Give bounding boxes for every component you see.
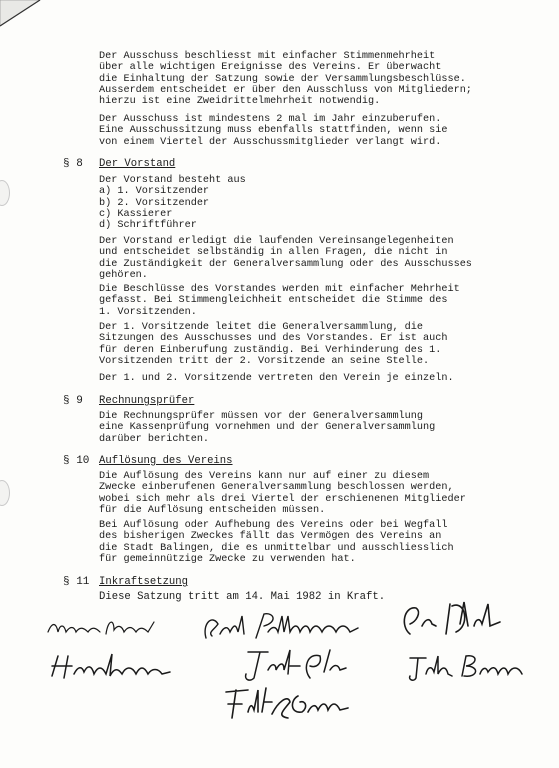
ausschuss-paragraph-1 xyxy=(99,51,539,107)
text-line: gehören. xyxy=(99,269,148,281)
aufloesung-paragraph-1 xyxy=(99,471,539,516)
ausschuss-paragraph-2 xyxy=(99,114,539,148)
corner-fold-mark xyxy=(0,0,42,28)
list-item: a) 1. Vorsitzender xyxy=(99,186,210,198)
text-line: wobei sich mehr als drei Viertel der erschienenen Mitglieder xyxy=(99,493,466,505)
section-title: Rechnungsprüfer xyxy=(99,395,195,407)
vorstand-paragraph-2 xyxy=(99,284,539,318)
text-line: über alle wichtigen Ereignisse des Vereins. Er überwacht xyxy=(99,62,442,74)
text-line: hierzu ist eine Zweidrittelmehrheit notwendig. xyxy=(99,96,381,108)
text-line: und entscheidet selbständig in allen Fragen, die nicht in xyxy=(99,247,448,259)
section-number: § 8 xyxy=(63,158,83,170)
section-number: § 11 xyxy=(63,576,90,588)
text-line: Der Vorstand besteht aus xyxy=(99,175,246,186)
punch-hole-top xyxy=(0,180,10,206)
vorstand-paragraph-4 xyxy=(99,373,539,384)
text-line: darüber berichten. xyxy=(99,433,210,445)
section-title: Auflösung des Vereins xyxy=(99,455,233,467)
text-line: gefasst. Bei Stimmengleichheit entscheidet die Stimme des xyxy=(99,295,448,307)
signature-6 xyxy=(404,648,534,684)
signature-5 xyxy=(238,644,358,684)
section-title: Der Vorstand xyxy=(99,158,176,170)
text-line: Die Beschlüsse des Vorstandes werden mit einfacher Mehrheit xyxy=(99,284,460,295)
text-line: Bei Auflösung oder Aufhebung des Vereins oder bei Wegfall xyxy=(99,520,448,531)
text-line: für die Auflösung entscheiden müssen. xyxy=(99,504,326,516)
text-line: Diese Satzung tritt am 14. Mai 1982 in Kraft. xyxy=(99,591,386,603)
text-line: des bisherigen Zweckes fällt das Vermögen des Vereins an xyxy=(99,531,442,543)
text-line: Zwecke einberufenen Generalversammlung beschlossen werden, xyxy=(99,482,454,494)
rechnungspruefer-paragraph xyxy=(99,411,539,445)
vorstand-members xyxy=(99,175,539,231)
text-line: von einem Viertel der Ausschussmitglieder verlangt wird. xyxy=(99,136,442,148)
text-line: Der Ausschuss beschliesst mit einfacher Stimmenmehrheit xyxy=(99,51,436,62)
signature-7 xyxy=(218,682,358,728)
text-line: für gemeinnützige Zwecke zu verwenden hat. xyxy=(99,553,356,565)
text-line: Die Auflösung des Vereins kann nur auf einer zu diesem xyxy=(99,471,430,482)
text-line: für deren Einberufung zuständig. Bei Verhinderung des 1. xyxy=(99,344,442,356)
text-line: die Zuständigkeit der Generalversammlung oder des Ausschusses xyxy=(99,258,472,270)
text-line: die Einhaltung der Satzung sowie der Versammlungsbeschlüsse. xyxy=(99,73,466,85)
signature-4 xyxy=(46,648,186,684)
signature-2 xyxy=(198,610,368,646)
text-line: Der Ausschuss ist mindestens 2 mal im Jahr einzuberufen. xyxy=(99,114,442,125)
list-item: d) Schriftführer xyxy=(99,220,197,232)
text-line: die Stadt Balingen, die es unmittelbar und ausschliesslich xyxy=(99,542,454,554)
text-line: Vorsitzenden tritt der 2. Vorsitzende an seine Stelle. xyxy=(99,355,430,367)
text-line: Die Rechnungsprüfer müssen vor der Generalversammlung xyxy=(99,411,424,422)
signature-3 xyxy=(396,596,516,642)
text-line: Der 1. Vorsitzende leitet die Generalversammlung, die xyxy=(99,322,424,333)
text-line: Sitzungen des Ausschusses und des Vorstandes. Er ist auch xyxy=(99,333,448,345)
text-line: Eine Ausschussitzung muss ebenfalls stattfinden, wenn sie xyxy=(99,125,448,137)
list-item: c) Kassierer xyxy=(99,208,173,220)
vorstand-paragraph-3 xyxy=(99,322,539,367)
text-line: Der 1. und 2. Vorsitzende vertreten den Verein je einzeln. xyxy=(99,373,454,384)
text-line: Der Vorstand erledigt die laufenden Vereinsangelegenheiten xyxy=(99,236,454,247)
vorstand-paragraph-1 xyxy=(99,236,539,281)
section-number: § 10 xyxy=(63,455,90,467)
section-number: § 9 xyxy=(63,395,83,407)
text-line: Ausserdem entscheidet er über den Ausschluss von Mitgliedern; xyxy=(99,84,472,96)
text-line: 1. Vorsitzenden. xyxy=(99,306,197,318)
section-title: Inkraftsetzung xyxy=(99,576,189,588)
list-item: b) 2. Vorsitzender xyxy=(99,197,210,209)
aufloesung-paragraph-2 xyxy=(99,520,539,565)
text-line: eine Kassenprüfung vornehmen und der Generalversammlung xyxy=(99,422,436,434)
punch-hole-bottom xyxy=(0,480,10,506)
signature-1 xyxy=(44,614,164,644)
